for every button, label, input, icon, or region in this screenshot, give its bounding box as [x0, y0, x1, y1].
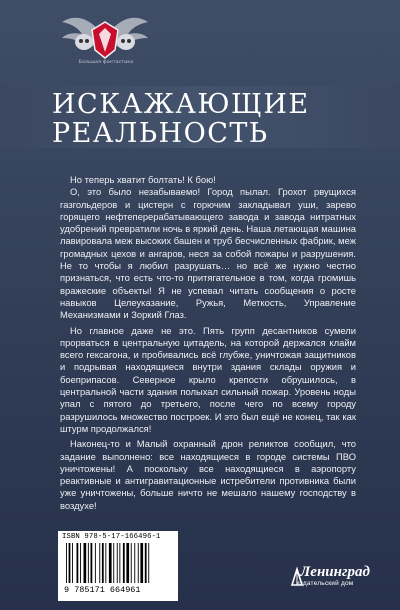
barcode-bar	[109, 543, 112, 583]
barcode-bar	[126, 543, 129, 583]
publisher-subtitle: издательский дом	[296, 580, 354, 587]
barcode-bar	[134, 543, 135, 583]
book-title-line1: ИСКАЖАЮЩИЕ	[52, 89, 310, 120]
book-title-line2: РЕАЛЬНОСТЬ	[52, 118, 269, 149]
barcode-bar	[69, 543, 71, 583]
barcode-bar	[117, 543, 118, 583]
barcode	[62, 543, 174, 593]
barcode-bar	[131, 543, 132, 583]
barcode-bar	[91, 543, 93, 583]
barcode-digits: 9 785171 664961	[64, 585, 141, 593]
book-title	[52, 90, 392, 148]
publisher-name: Ленинград	[300, 564, 370, 580]
barcode-bar	[119, 543, 120, 583]
barcode-bar	[138, 543, 139, 583]
barcode-bar	[84, 543, 87, 583]
publisher-logo	[290, 565, 376, 599]
annotation-text	[60, 174, 356, 512]
barcode-bar	[77, 543, 79, 583]
barcode-bar	[140, 543, 143, 583]
barcode-bar	[105, 543, 106, 583]
barcode-bar	[95, 543, 96, 583]
barcode-bar	[99, 543, 100, 583]
paragraph: Но главное даже не это. Пять групп десантников сумели прорваться в центральную цитадель, на которой держался клайм всего гексагона, и пробивались всё глубже, уничтожая защитников и подрывая находящиеся внутри здания склады оружия и боеприпасов. Северное крыло крепости обрушилось, в центральной части здания полыхал сильный пожар. Уровень ноды упал с пятого до третьего, после чего по всему городу разрушилось множество построек. И это был ещё не конец, так как штурм продолжался!	[60, 324, 356, 434]
isbn-label: ISBN 978-5-17-166496-1	[62, 533, 161, 541]
paragraph: Наконец-то и Малый охранный дрон реликтов сообщил, что задание выполнено: все находящиеся в городе системы ПВО уничтожены! А поскольку все находящиеся в аэропорту реактивные и антигравитационные истребители противника были уже уничтожены, больше ничто не мешало нашему господству в воздухе!	[60, 438, 356, 511]
barcode-bar	[145, 543, 147, 583]
barcode-bar	[123, 543, 125, 583]
paragraph: Но теперь хватит болтать! К бою!	[70, 174, 216, 185]
series-emblem-icon	[60, 8, 150, 64]
barcode-bar	[148, 543, 149, 583]
barcode-bar	[113, 543, 114, 583]
barcode-bar	[102, 543, 104, 583]
isbn-barcode-box	[58, 531, 178, 601]
barcode-bar	[88, 543, 89, 583]
series-name: Большая фантастика	[78, 60, 134, 65]
barcode-bar	[66, 543, 67, 583]
paragraph: О, это было незабываемо! Город пылал. Грохот рвущихся газгольдеров и цистерн с горючим закладывал уши, зарево горящего нефтеперерабатывающего завода и завода нитратных удобрений превратили ночь в яркий день. Наша летающая машина лавировала меж высоких башен и труб бесчисленных фабрик, меж громадных цехов и ангаров, неся за собой пожары и разрушения. Не то чтобы я любил разрушать… но всё же нужно честно признаться, что есть что-то притягательное в том, когда громишь вражеские объекты! Я не успевал читать сообщения о росте навыков Целеуказание, Ружья, Меткость, Управление Механизмами и Зоркий Глаз.	[60, 186, 356, 321]
barcode-bar	[80, 543, 81, 583]
leningrad-mark-icon	[290, 567, 304, 587]
barcode-bar	[72, 543, 73, 583]
